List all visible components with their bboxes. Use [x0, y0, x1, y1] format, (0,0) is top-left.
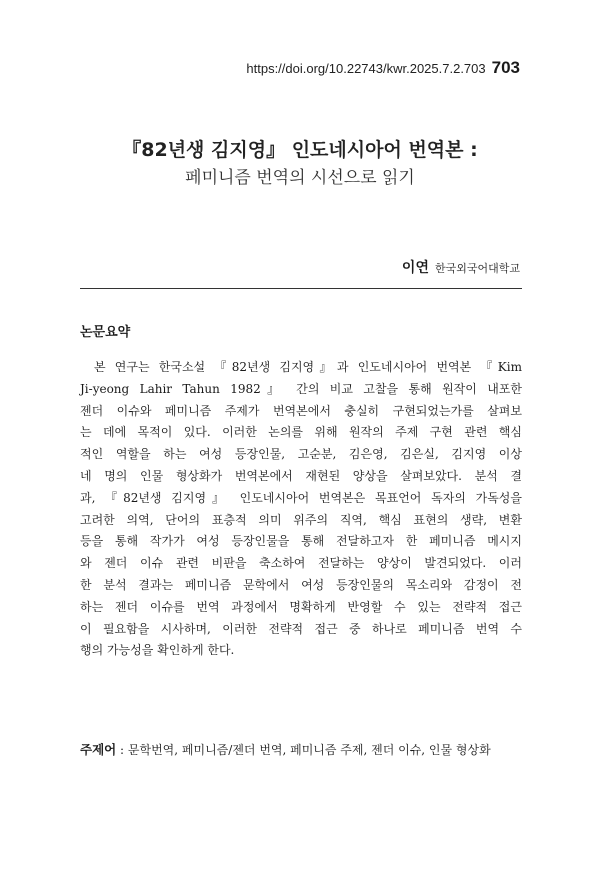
paper-title: 『82년생 김지영』 인도네시아어 번역본 :: [122, 139, 478, 161]
abstract-line: 이 필요함을 시사하며, 이러한 전략적 접근 중 하나로 페미니즘 번역 수: [80, 621, 522, 636]
abstract-body: [80, 357, 522, 662]
doi-link[interactable]: https://doi.org/10.22743/kwr.2025.7.2.703: [246, 61, 486, 76]
abstract-line: 고려한 의역, 단어의 표층적 의미 위주의 직역, 핵심 표현의 생략, 변환: [80, 512, 522, 527]
paper-subtitle: 페미니즘 번역의 시선으로 읽기: [185, 168, 415, 188]
author-block: [402, 257, 520, 277]
header-divider: [80, 288, 522, 289]
keywords-list: 문학번역, 페미니즘/젠더 번역, 페미니즘 주제, 젠더 이슈, 인물 형상화: [127, 743, 491, 757]
keywords-separator: :: [116, 743, 128, 757]
page-header: [246, 58, 520, 78]
abstract-line: 본 연구는 한국소설 『82년생 김지영』과 인도네시아어 번역본 『Kim: [94, 360, 522, 374]
keywords: [80, 740, 522, 758]
abstract-line: 적인 역할을 하는 여성 등장인물, 고순분, 김은영, 김은실, 김지영 이상: [80, 447, 522, 462]
abstract-line: 와 젠더 이슈 관련 비판을 축소하여 전달하는 양상이 발견되었다. 이러: [80, 556, 522, 571]
page-number: 703: [491, 58, 520, 77]
author-name: 이연: [401, 260, 429, 276]
author-affiliation: 한국외국어대학교: [434, 262, 520, 275]
abstract-line: 하는 젠더 이슈를 번역 과정에서 명확하게 반영할 수 있는 전략적 접근: [80, 599, 522, 614]
keywords-label: 주제어: [80, 742, 117, 757]
abstract-line: 과, 『82년생 김지영』 인도네시아어 번역본은 목표언어 독자의 가독성을: [80, 490, 522, 505]
abstract-line: 등을 통해 작가가 여성 등장인물을 통해 전달하고자 한 페미니즘 메시지: [80, 534, 522, 549]
abstract-line: 젠더 이슈와 페미니즘 주제가 번역본에서 충실히 구현되었는가를 살펴보: [80, 403, 522, 418]
abstract-line: 네 명의 인물 형상화가 번역본에서 재현된 양상을 살펴보았다. 분석 결: [80, 468, 522, 483]
abstract-line: 한 분석 결과는 페미니즘 문학에서 여성 등장인물의 목소리와 감정이 전: [80, 577, 522, 592]
abstract-line: 행의 가능성을 확인하게 한다.: [80, 643, 235, 658]
abstract-line: 는 데에 목적이 있다. 이러한 논의를 위해 원작의 주제 구현 관련 핵심: [80, 425, 522, 440]
abstract-heading: 논문요약: [80, 325, 131, 340]
abstract-line: Ji-yeong Lahir Tahun 1982』 간의 비교 고찰을 통해 원작이 내포한: [80, 381, 522, 396]
